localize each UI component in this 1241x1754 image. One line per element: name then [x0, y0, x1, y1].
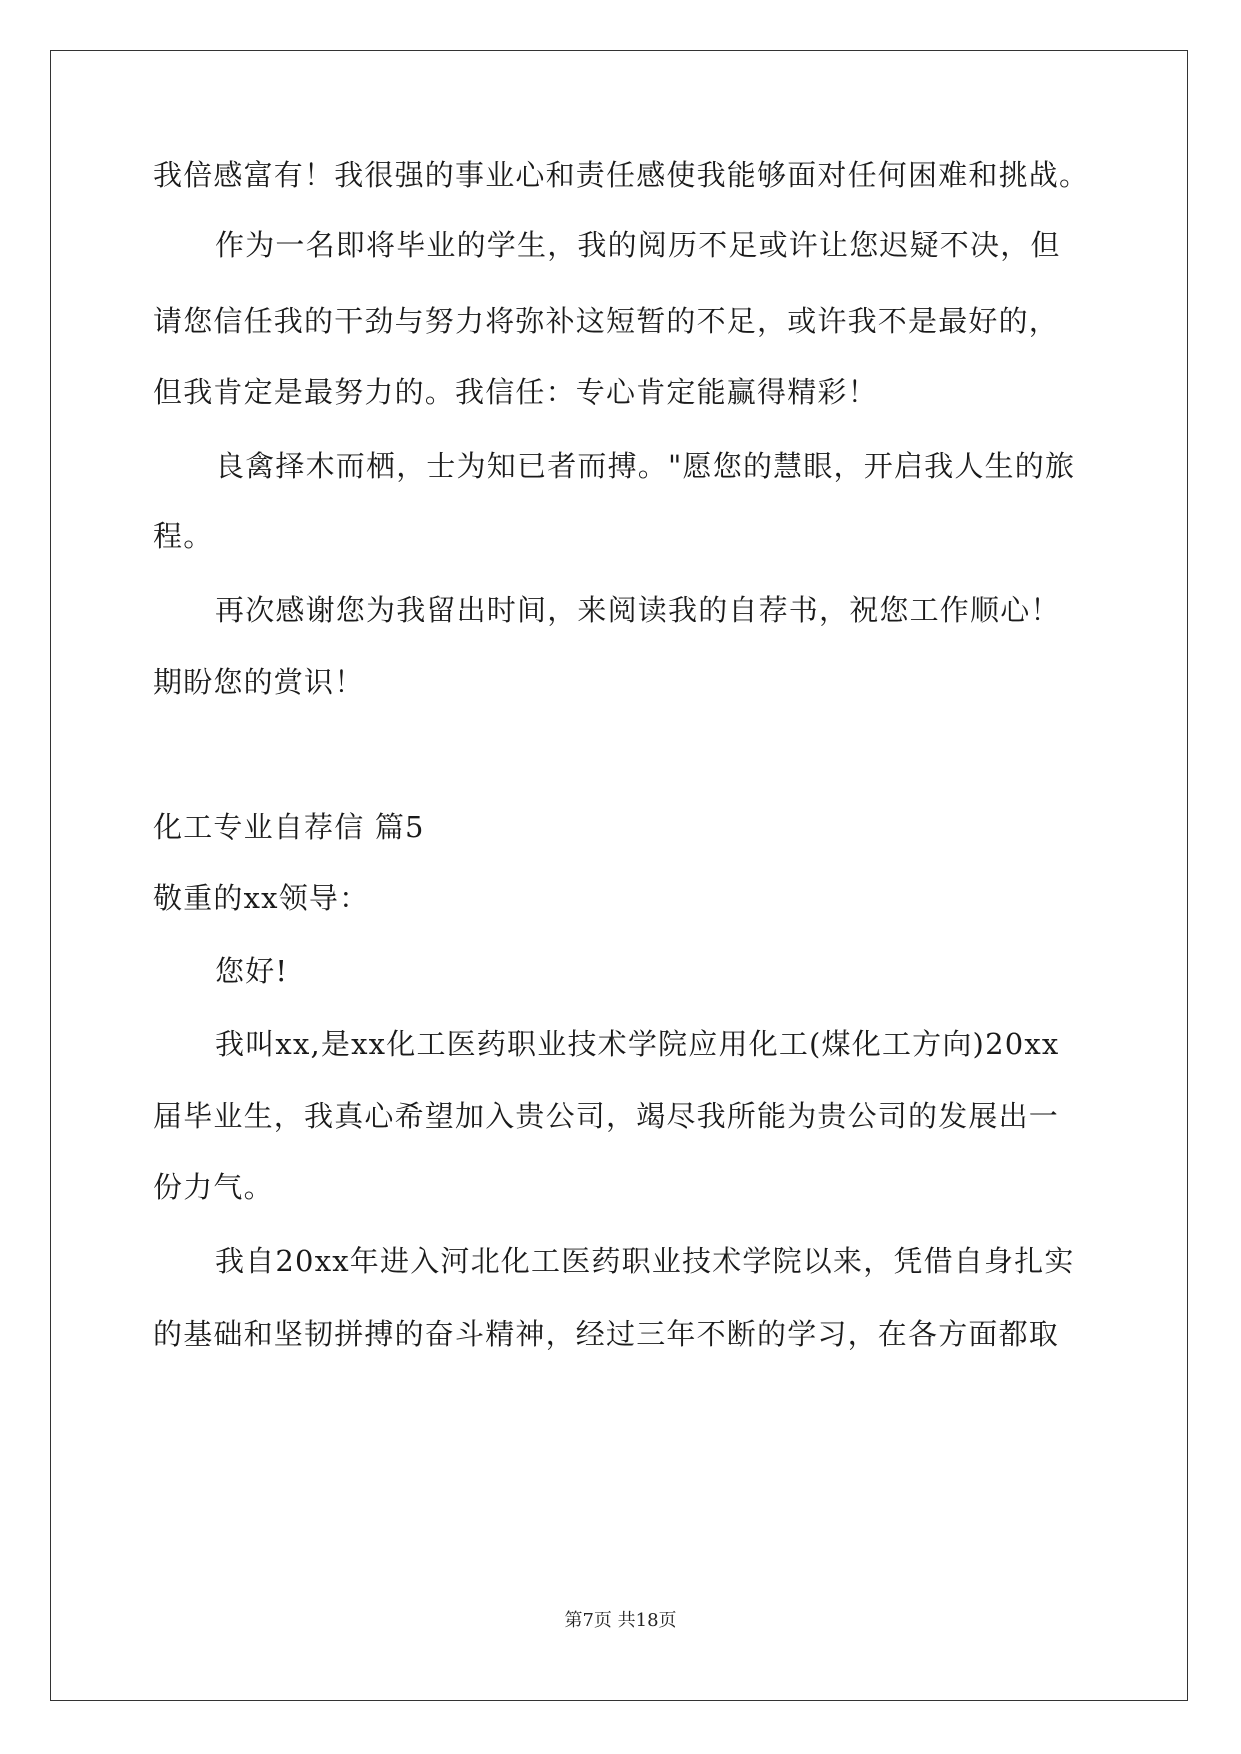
paragraph-line: 但我肯定是最努力的。我信任：专心肯定能赢得精彩！ — [153, 375, 878, 409]
paragraph-line: 份力气。 — [153, 1170, 274, 1204]
paragraph-line: 良禽择木而栖，士为知已者而搏。"愿您的慧眼，开启我人生的旅 — [215, 449, 1076, 483]
paragraph-line: 我倍感富有！我很强的事业心和责任感使我能够面对任何困难和挑战。 — [153, 158, 1090, 192]
section-heading: 化工专业自荐信 篇5 — [153, 810, 425, 844]
paragraph-line: 我叫xx,是xx化工医药职业技术学院应用化工(煤化工方向)20xx — [215, 1027, 1060, 1061]
paragraph-line: 届毕业生，我真心希望加入贵公司，竭尽我所能为贵公司的发展出一 — [153, 1099, 1060, 1133]
page-number-footer: 第7页 共18页 — [564, 1610, 677, 1631]
salutation: 敬重的xx领导： — [153, 881, 370, 915]
paragraph-line: 的基础和坚韧拼搏的奋斗精神，经过三年不断的学习，在各方面都取 — [153, 1317, 1060, 1351]
greeting: 您好! — [215, 954, 289, 988]
page-border — [50, 50, 1188, 1701]
paragraph-line: 我自20xx年进入河北化工医药职业技术学院以来，凭借自身扎实 — [215, 1244, 1075, 1278]
paragraph-line: 期盼您的赏识！ — [153, 665, 365, 699]
paragraph-line: 再次感谢您为我留出时间，来阅读我的自荐书，祝您工作顺心！ — [215, 593, 1061, 627]
paragraph-line: 作为一名即将毕业的学生，我的阅历不足或许让您迟疑不决，但 — [215, 228, 1061, 262]
paragraph-line: 程。 — [153, 519, 214, 553]
paragraph-line: 请您信任我的干劲与努力将弥补这短暂的不足，或许我不是最好的， — [153, 304, 1060, 338]
